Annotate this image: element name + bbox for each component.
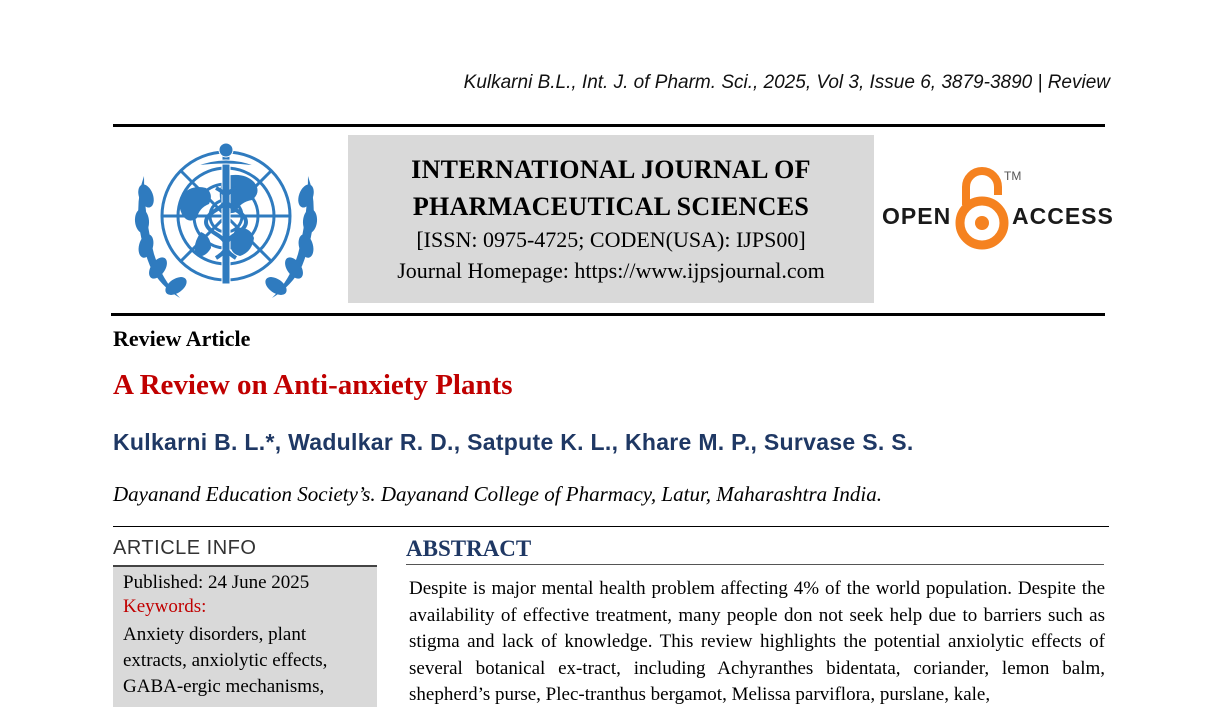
- open-lock-icon: [954, 165, 1010, 253]
- open-access-logo: [880, 165, 1114, 255]
- article-title: A Review on Anti-anxiety Plants: [113, 369, 513, 401]
- journal-title-line1: INTERNATIONAL JOURNAL OF: [411, 155, 811, 184]
- open-access-open-text: OPEN: [882, 203, 952, 229]
- keywords-list: Anxiety disorders, plant extracts, anxiolytic effects, GABA-ergic mechanisms,: [123, 624, 328, 697]
- un-emblem-icon: [126, 136, 326, 308]
- journal-title-box: [348, 135, 874, 303]
- abstract-rule: [406, 564, 1104, 565]
- journal-homepage: Journal Homepage: https://www.ijpsjournal.com: [397, 258, 825, 283]
- open-access-access-text: ACCESS: [1012, 203, 1114, 229]
- abstract-text: Despite is major mental health problem affecting 4% of the world population. Despite the availability of effective treatment, many people don not seek help due to barriers such as stigma and lack of knowledge. This review highlights the potential anxiolytic effects of several botanical ex-tract, including Achyranthes bidentata, coriander, lemon balm, shepherd’s purse, Plec-tranthus bergamot, Melissa parviflora, purslane, kale,: [409, 578, 1105, 705]
- article-type: Review Article: [113, 326, 251, 351]
- article-info-heading: ARTICLE INFO: [113, 537, 257, 559]
- journal-issn: [ISSN: 0975-4725; CODEN(USA): IJPS00]: [416, 227, 806, 252]
- abstract-heading: ABSTRACT: [406, 536, 532, 561]
- trademark-mark: TM: [1004, 169, 1022, 183]
- keywords-label: Keywords:: [123, 596, 207, 617]
- author-list: Kulkarni B. L.*, Wadulkar R. D., Satpute K. L., Khare M. P., Survase S. S.: [113, 429, 914, 455]
- published-date: Published: 24 June 2025: [123, 572, 310, 593]
- running-header: Kulkarni B.L., Int. J. of Pharm. Sci., 2025, Vol 3, Issue 6, 3879-3890 | Review: [463, 72, 1110, 93]
- journal-title-line2: PHARMACEUTICAL SCIENCES: [412, 192, 810, 221]
- affiliation: Dayanand Education Society’s. Dayanand College of Pharmacy, Latur, Maharashtra India.: [113, 482, 882, 506]
- header-top-rule: [113, 124, 1105, 127]
- article-info-box: [113, 567, 377, 707]
- header-bottom-rule: [111, 313, 1105, 316]
- section-divider: [113, 526, 1109, 527]
